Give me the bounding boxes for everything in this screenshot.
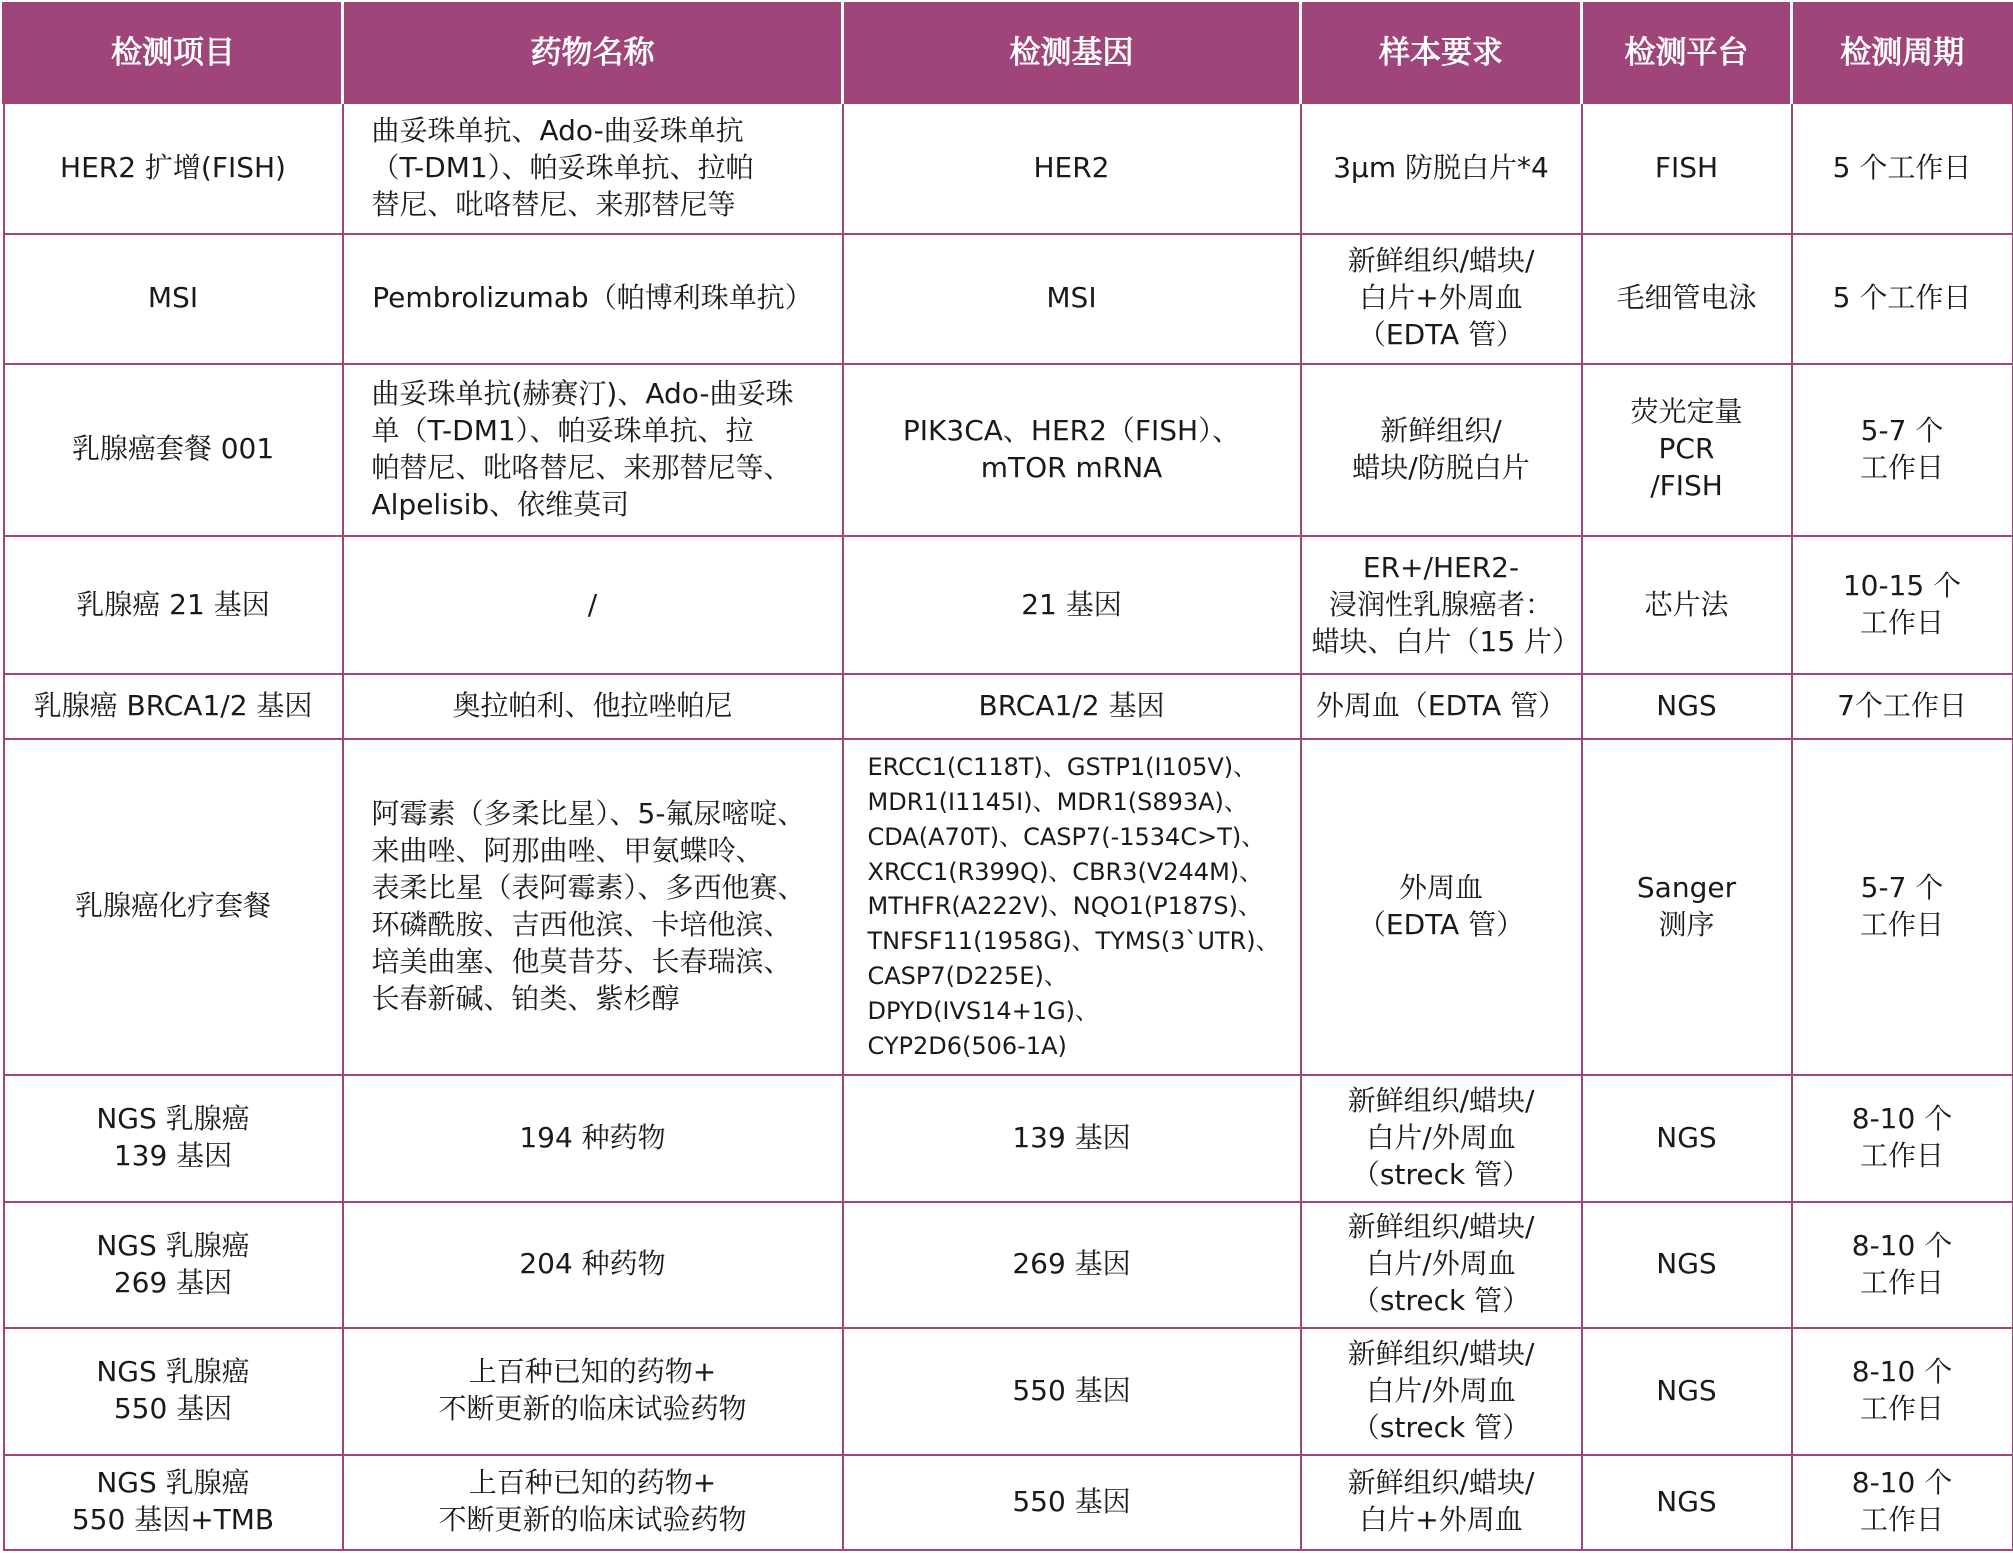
cell-test-platform: 芯片法 xyxy=(1582,536,1792,675)
cell-drug-name: / xyxy=(343,536,843,675)
cell-test-cycle: 8-10 个 工作日 xyxy=(1792,1328,2013,1455)
cell-sample-requirement: 新鲜组织/蜡块/ 白片+外周血 xyxy=(1301,1455,1582,1550)
cell-test-genes: 550 基因 xyxy=(843,1328,1301,1455)
table-row xyxy=(4,674,2013,738)
cell-test-cycle: 8-10 个 工作日 xyxy=(1792,1455,2013,1550)
cell-drug-name: 曲妥珠单抗(赫赛汀)、Ado-曲妥珠 单（T-DM1）、帕妥珠单抗、拉 帕替尼、吡咯替尼、来那替尼等、 Alpelisib、依维莫司 xyxy=(343,364,843,536)
cell-test-item: 乳腺癌套餐 001 xyxy=(4,364,343,536)
cell-test-item: HER2 扩增(FISH) xyxy=(4,103,343,234)
cell-sample-requirement: 3μm 防脱白片*4 xyxy=(1301,103,1582,234)
cell-test-platform: NGS xyxy=(1582,1075,1792,1202)
cell-sample-requirement: 新鲜组织/ 蜡块/防脱白片 xyxy=(1301,364,1582,536)
table-row xyxy=(4,536,2013,675)
cell-test-genes: 21 基因 xyxy=(843,536,1301,675)
table-row xyxy=(4,364,2013,536)
cell-test-platform: FISH xyxy=(1582,103,1792,234)
table-row xyxy=(4,1075,2013,1202)
cell-test-platform: Sanger 测序 xyxy=(1582,739,1792,1075)
cell-test-cycle: 5-7 个 工作日 xyxy=(1792,739,2013,1075)
header-drug-name: 药物名称 xyxy=(343,3,843,103)
cell-test-cycle: 8-10 个 工作日 xyxy=(1792,1075,2013,1202)
cell-test-genes: 269 基因 xyxy=(843,1202,1301,1329)
cell-test-cycle: 10-15 个 工作日 xyxy=(1792,536,2013,675)
cell-drug-name: 204 种药物 xyxy=(343,1202,843,1329)
cell-test-cycle: 8-10 个 工作日 xyxy=(1792,1202,2013,1329)
cell-test-item: 乳腺癌化疗套餐 xyxy=(4,739,343,1075)
header-test-platform: 检测平台 xyxy=(1582,3,1792,103)
cell-test-item: NGS 乳腺癌 139 基因 xyxy=(4,1075,343,1202)
table-row xyxy=(4,103,2013,234)
cell-test-platform: NGS xyxy=(1582,1455,1792,1550)
test-items-table xyxy=(2,2,2013,1551)
cell-drug-name: 阿霉素（多柔比星）、5-氟尿嘧啶、 来曲唑、阿那曲唑、甲氨蝶呤、 表柔比星（表阿霉素）、多西他赛、 环磷酰胺、吉西他滨、卡培他滨、 培美曲塞、他莫昔芬、长春瑞滨、 长春新碱、铂类、紫杉醇 xyxy=(343,739,843,1075)
cell-test-platform: NGS xyxy=(1582,1202,1792,1329)
cell-test-cycle: 5 个工作日 xyxy=(1792,234,2013,365)
cell-test-genes: HER2 xyxy=(843,103,1301,234)
cell-sample-requirement: 新鲜组织/蜡块/ 白片/外周血 （streck 管） xyxy=(1301,1075,1582,1202)
cell-drug-name: 上百种已知的药物+ 不断更新的临床试验药物 xyxy=(343,1455,843,1550)
header-sample-requirement: 样本要求 xyxy=(1301,3,1582,103)
cell-sample-requirement: 外周血 （EDTA 管） xyxy=(1301,739,1582,1075)
cell-test-cycle: 5-7 个 工作日 xyxy=(1792,364,2013,536)
cell-test-platform: NGS xyxy=(1582,1328,1792,1455)
cell-test-cycle: 7个工作日 xyxy=(1792,674,2013,738)
table-header-row xyxy=(4,3,2013,103)
header-test-item: 检测项目 xyxy=(4,3,343,103)
cell-test-platform: 荧光定量 PCR /FISH xyxy=(1582,364,1792,536)
cell-test-genes: 550 基因 xyxy=(843,1455,1301,1550)
table-row xyxy=(4,1455,2013,1550)
table-row xyxy=(4,234,2013,365)
cell-test-item: NGS 乳腺癌 269 基因 xyxy=(4,1202,343,1329)
cell-drug-name: 194 种药物 xyxy=(343,1075,843,1202)
cell-drug-name: 曲妥珠单抗、Ado-曲妥珠单抗 （T-DM1）、帕妥珠单抗、拉帕 替尼、吡咯替尼、来那替尼等 xyxy=(343,103,843,234)
table-row xyxy=(4,739,2013,1075)
cell-test-genes: PIK3CA、HER2（FISH）、 mTOR mRNA xyxy=(843,364,1301,536)
cell-test-item: NGS 乳腺癌 550 基因+TMB xyxy=(4,1455,343,1550)
test-items-table-wrapper xyxy=(2,2,2011,1551)
cell-test-cycle: 5 个工作日 xyxy=(1792,103,2013,234)
table-row xyxy=(4,1328,2013,1455)
cell-drug-name: 上百种已知的药物+ 不断更新的临床试验药物 xyxy=(343,1328,843,1455)
cell-test-platform: 毛细管电泳 xyxy=(1582,234,1792,365)
cell-test-genes: BRCA1/2 基因 xyxy=(843,674,1301,738)
cell-test-genes: MSI xyxy=(843,234,1301,365)
cell-test-genes: 139 基因 xyxy=(843,1075,1301,1202)
cell-drug-name: 奥拉帕利、他拉唑帕尼 xyxy=(343,674,843,738)
cell-sample-requirement: 外周血（EDTA 管） xyxy=(1301,674,1582,738)
cell-test-item: MSI xyxy=(4,234,343,365)
cell-sample-requirement: ER+/HER2- 浸润性乳腺癌者： 蜡块、白片（15 片） xyxy=(1301,536,1582,675)
cell-test-item: 乳腺癌 21 基因 xyxy=(4,536,343,675)
cell-drug-name: Pembrolizumab（帕博利珠单抗） xyxy=(343,234,843,365)
cell-sample-requirement: 新鲜组织/蜡块/ 白片+外周血 （EDTA 管） xyxy=(1301,234,1582,365)
cell-sample-requirement: 新鲜组织/蜡块/ 白片/外周血 （streck 管） xyxy=(1301,1202,1582,1329)
cell-test-item: NGS 乳腺癌 550 基因 xyxy=(4,1328,343,1455)
cell-test-platform: NGS xyxy=(1582,674,1792,738)
header-test-genes: 检测基因 xyxy=(843,3,1301,103)
cell-test-item: 乳腺癌 BRCA1/2 基因 xyxy=(4,674,343,738)
cell-test-genes: ERCC1(C118T)、GSTP1(I105V)、 MDR1(I1145I)、MDR1(S893A)、 CDA(A70T)、CASP7(-1534C>T)、 XRCC1(R399Q)、CBR3(V244M)、 MTHFR(A222V)、NQO1(P187S)、 TNFSF11(1958G)、TYMS(3`UTR)、 CASP7(D225E)、DPYD(IVS14+1G)、 CYP2D6(506-1A) xyxy=(843,739,1301,1075)
header-test-cycle: 检测周期 xyxy=(1792,3,2013,103)
cell-sample-requirement: 新鲜组织/蜡块/ 白片/外周血 （streck 管） xyxy=(1301,1328,1582,1455)
table-row xyxy=(4,1202,2013,1329)
